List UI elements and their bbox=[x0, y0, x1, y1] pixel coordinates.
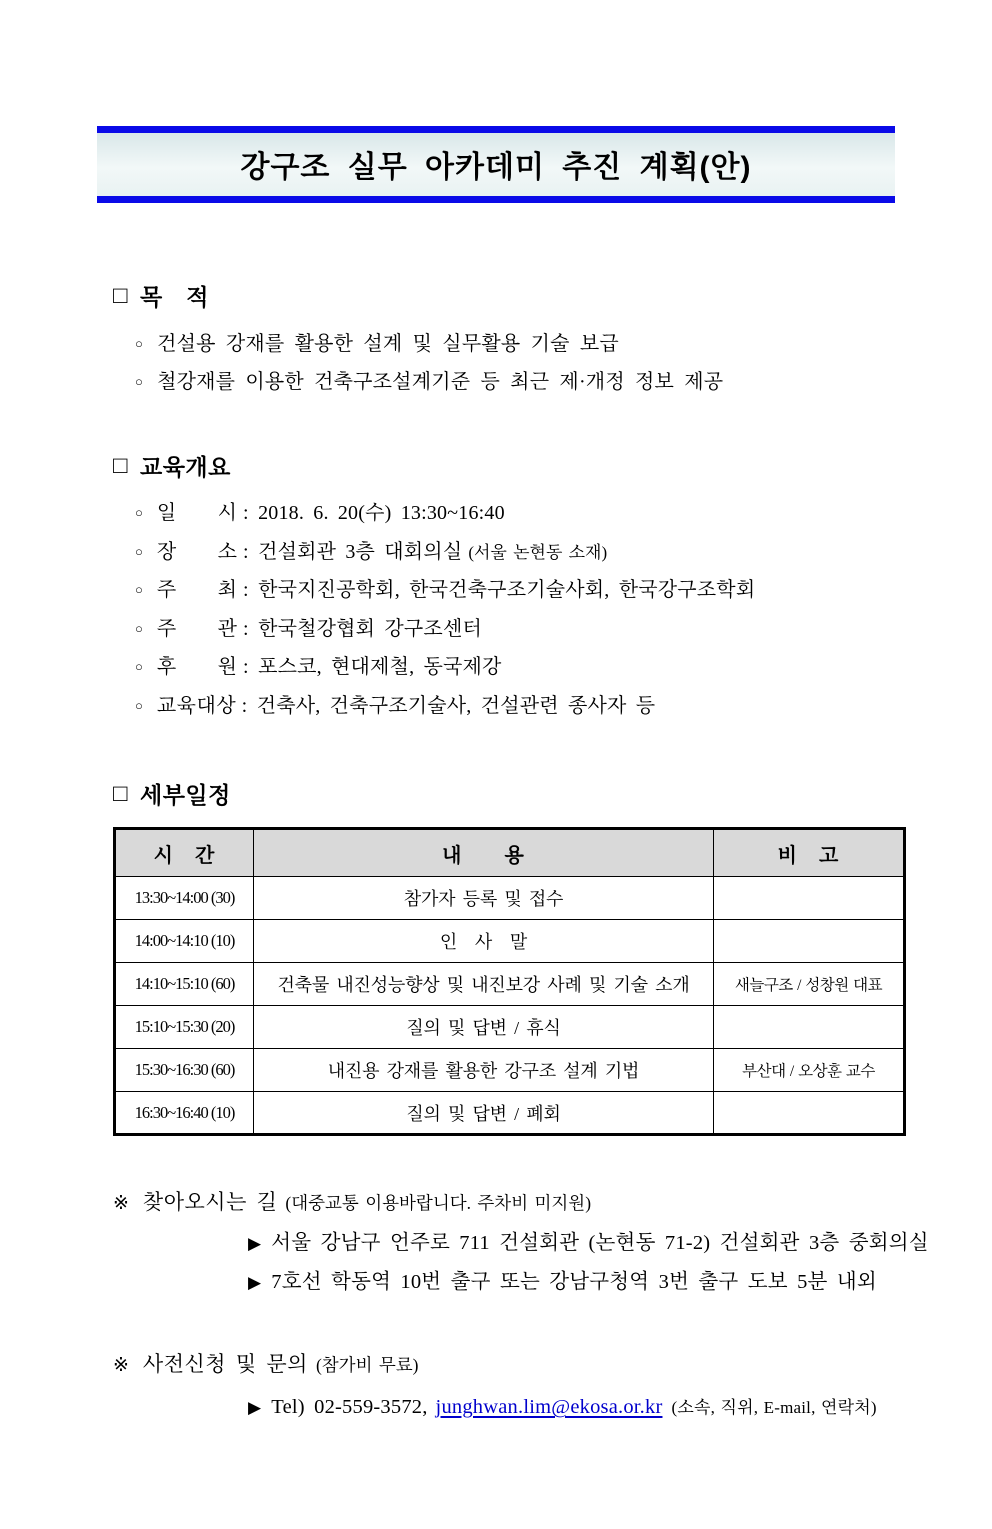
schedule-time: 13:30~14:00 (30) bbox=[115, 877, 254, 920]
contact-required-fields: (소속, 직위, E-mail, 연락처) bbox=[671, 1398, 877, 1417]
schedule-table bbox=[113, 827, 906, 1136]
table-header-row bbox=[115, 829, 905, 877]
list-item bbox=[135, 364, 900, 402]
table-row bbox=[115, 963, 905, 1006]
overview-label: 주 최 : bbox=[156, 579, 250, 601]
square-bullet-icon: □ bbox=[113, 451, 128, 479]
overview-row-sponsor bbox=[135, 649, 932, 688]
telephone-number: Tel) 02-559-3572, bbox=[271, 1396, 428, 1418]
overview-value: 한국지진공학회, 한국건축구조기술사회, 한국강구조학회 bbox=[258, 579, 756, 601]
apply-heading bbox=[113, 1348, 932, 1378]
circle-bullet-icon: ○ bbox=[135, 659, 143, 674]
list-item bbox=[135, 326, 900, 364]
purpose-item-text: 철강재를 이용한 건축구조설계기준 등 최근 제·개정 정보 제공 bbox=[157, 371, 724, 393]
apply-section bbox=[113, 1348, 932, 1427]
title-banner bbox=[97, 126, 895, 203]
circle-bullet-icon: ○ bbox=[135, 336, 144, 351]
circle-bullet-icon: ○ bbox=[135, 505, 143, 520]
overview-value: 포스코, 현대제철, 동국제강 bbox=[258, 656, 502, 678]
overview-value: 건설회관 3층 대회의실 bbox=[258, 540, 463, 563]
schedule-time: 15:30~16:30 (60) bbox=[115, 1049, 254, 1092]
overview-label: 일 시 : bbox=[156, 502, 250, 524]
schedule-content: 질의 및 답변 / 폐회 bbox=[254, 1092, 714, 1135]
overview-heading bbox=[113, 449, 900, 482]
arrow-bullet-icon: ▶ bbox=[248, 1273, 262, 1292]
overview-value: 한국철강협회 강구조센터 bbox=[258, 617, 482, 640]
directions-item-subway bbox=[248, 1263, 932, 1302]
directions-item-text: 7호선 학동역 10번 출구 또는 강남구청역 3번 출구 도보 5분 내외 bbox=[271, 1271, 877, 1293]
overview-value: 건축사, 건축구조기술사, 건설관련 종사자 등 bbox=[256, 694, 656, 717]
column-header-note: 비 고 bbox=[714, 829, 905, 877]
table-row bbox=[115, 1006, 905, 1049]
schedule-content: 참가자 등록 및 접수 bbox=[254, 877, 714, 920]
overview-label: 후 원 : bbox=[156, 656, 250, 678]
directions-heading-note: (대중교통 이용바랍니다. 주차비 미지원) bbox=[285, 1193, 592, 1213]
circle-bullet-icon: ○ bbox=[135, 543, 143, 559]
directions-heading-label: 찾아오시는 길 bbox=[142, 1190, 278, 1214]
reference-mark-icon: ※ bbox=[113, 1355, 129, 1376]
schedule-content: 내진용 강재를 활용한 강구조 설계 기법 bbox=[254, 1049, 714, 1092]
overview-row-venue bbox=[135, 534, 932, 573]
schedule-note bbox=[714, 920, 905, 963]
directions-section bbox=[113, 1186, 932, 1302]
schedule-time: 14:00~14:10 (10) bbox=[115, 920, 254, 963]
purpose-item-text: 건설용 강재를 활용한 설계 및 실무활용 기술 보급 bbox=[157, 333, 619, 355]
table-row bbox=[115, 1092, 905, 1135]
schedule-content: 건축물 내진성능향상 및 내진보강 사례 및 기술 소개 bbox=[254, 963, 714, 1006]
document-page bbox=[0, 126, 992, 1529]
schedule-time: 14:10~15:10 (60) bbox=[115, 963, 254, 1006]
overview-label: 주 관 : bbox=[156, 617, 250, 640]
purpose-list bbox=[135, 326, 900, 402]
table-row bbox=[115, 920, 905, 963]
overview-row-datetime bbox=[135, 495, 932, 534]
purpose-heading-label: 목 적 bbox=[140, 284, 209, 310]
circle-bullet-icon: ○ bbox=[135, 697, 143, 713]
column-header-time: 시 간 bbox=[115, 829, 254, 877]
circle-bullet-icon: ○ bbox=[135, 582, 143, 597]
table-row bbox=[115, 1049, 905, 1092]
contact-list bbox=[248, 1388, 932, 1427]
banner-fill bbox=[97, 133, 895, 196]
schedule-content: 질의 및 답변 / 휴식 bbox=[254, 1006, 714, 1049]
schedule-note: 부산대 / 오상훈 교수 bbox=[714, 1049, 905, 1092]
schedule-note bbox=[714, 877, 905, 920]
overview-label: 교육대상 : bbox=[156, 694, 248, 717]
column-header-content: 내 용 bbox=[254, 829, 714, 877]
arrow-bullet-icon: ▶ bbox=[248, 1398, 262, 1417]
overview-list bbox=[135, 495, 932, 726]
page-title: 강구조 실무 아카데미 추진 계획(안) bbox=[240, 151, 752, 184]
circle-bullet-icon: ○ bbox=[135, 374, 144, 389]
apply-heading-note: (참가비 무료) bbox=[315, 1355, 419, 1375]
banner-top-bar bbox=[97, 126, 895, 133]
schedule-heading-label: 세부일정 bbox=[140, 782, 231, 808]
schedule-note: 새늘구조 / 성창원 대표 bbox=[714, 963, 905, 1006]
directions-item-text: 서울 강남구 언주로 711 건설회관 (논현동 71-2) 건설회관 3층 중회의실 bbox=[271, 1232, 929, 1254]
arrow-bullet-icon: ▶ bbox=[248, 1234, 262, 1253]
apply-heading-label: 사전신청 및 문의 bbox=[142, 1352, 308, 1376]
schedule-time: 16:30~16:40 (10) bbox=[115, 1092, 254, 1135]
square-bullet-icon: □ bbox=[113, 281, 128, 309]
purpose-heading bbox=[113, 279, 900, 312]
square-bullet-icon: □ bbox=[113, 779, 128, 807]
overview-heading-label: 교육개요 bbox=[140, 454, 231, 480]
schedule-note bbox=[714, 1092, 905, 1135]
schedule-content: 인 사 말 bbox=[254, 920, 714, 963]
directions-list bbox=[248, 1224, 932, 1302]
contact-line bbox=[248, 1388, 932, 1427]
overview-row-audience bbox=[135, 688, 932, 727]
directions-heading bbox=[113, 1186, 932, 1216]
overview-label: 장 소 : bbox=[156, 540, 250, 563]
schedule-note bbox=[714, 1006, 905, 1049]
overview-note: (서울 논현동 소재) bbox=[468, 542, 608, 562]
schedule-time: 15:10~15:30 (20) bbox=[115, 1006, 254, 1049]
schedule-heading bbox=[113, 777, 900, 810]
overview-value: 2018. 6. 20(수) 13:30~16:40 bbox=[258, 502, 505, 524]
email-link[interactable]: junghwan.lim@ekosa.or.kr bbox=[435, 1396, 663, 1418]
directions-item-address bbox=[248, 1224, 932, 1263]
overview-row-host bbox=[135, 572, 932, 611]
table-row bbox=[115, 877, 905, 920]
overview-row-organizer bbox=[135, 611, 932, 650]
banner-bottom-bar bbox=[97, 196, 895, 203]
reference-mark-icon: ※ bbox=[113, 1193, 129, 1214]
circle-bullet-icon: ○ bbox=[135, 620, 143, 636]
